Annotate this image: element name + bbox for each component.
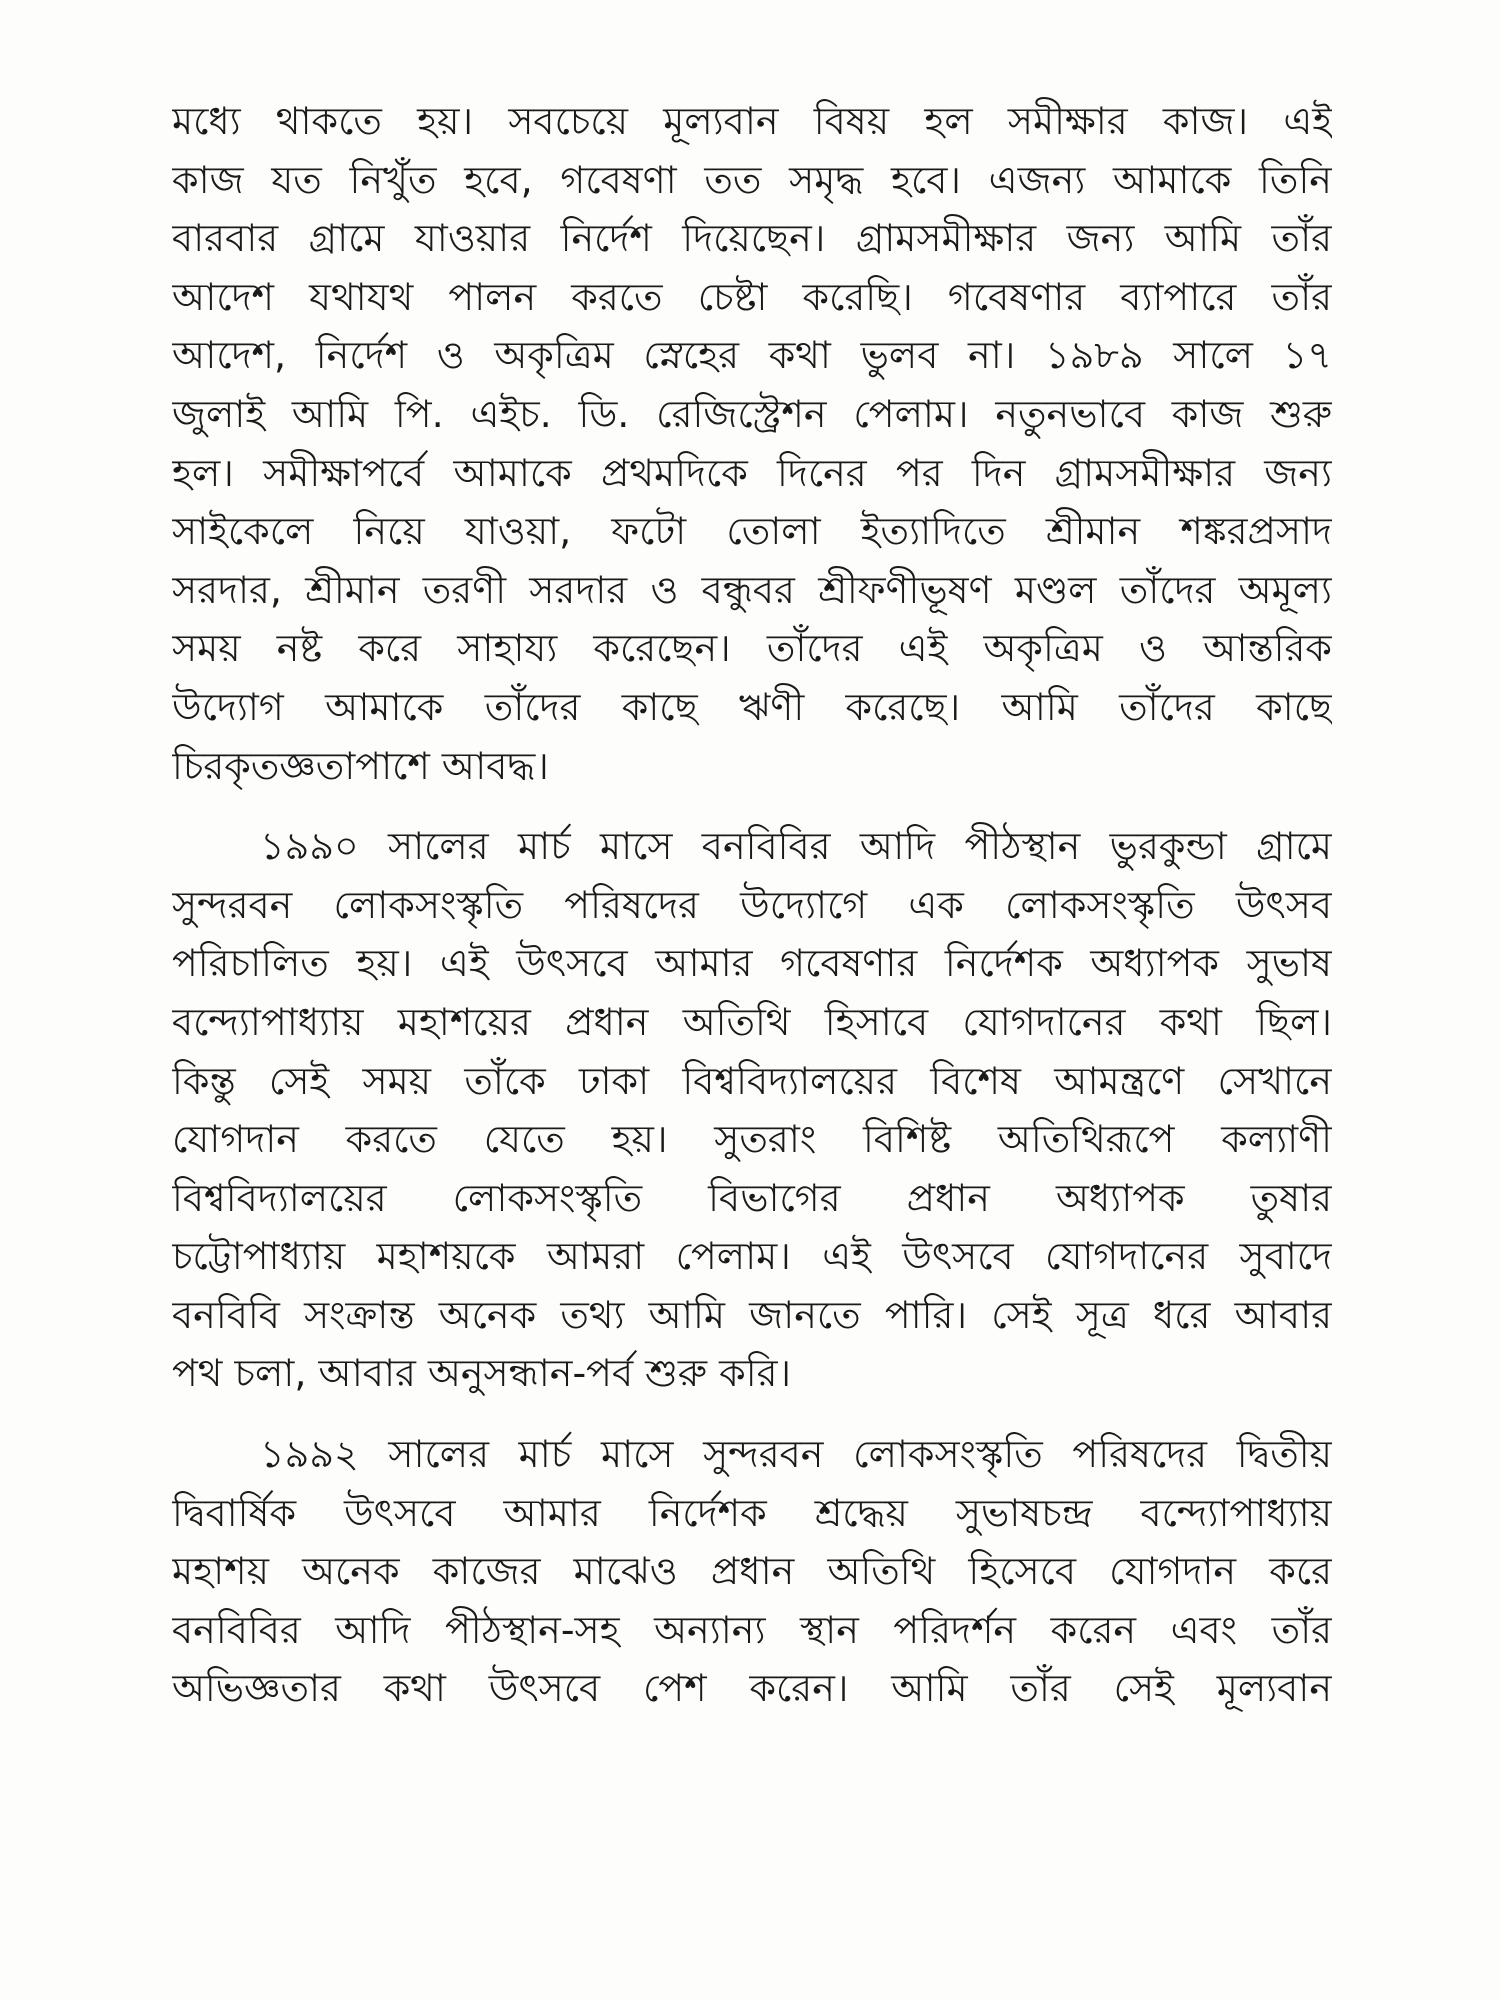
text-line: সাইকেলে নিয়ে যাওয়া, ফটো তোলা ইত্যাদিতে শ্রীমান শঙ্করপ্রসাদ: [172, 509, 1332, 554]
text-line: বারবার গ্রামে যাওয়ার নির্দেশ দিয়েছেন। গ্রামসমীক্ষার জন্য আমি তাঁর: [172, 216, 1332, 261]
text-line: বন্দ্যোপাধ্যায় মহাশয়ের প্রধান অতিথি হিসাবে যোগদানের কথা ছিল।: [172, 999, 1332, 1044]
text-line: বনবিবি সংক্রান্ত অনেক তথ্য আমি জানতে পারি। সেই সূত্র ধরে আবার: [172, 1292, 1332, 1337]
text-line: পরিচালিত হয়। এই উৎসবে আমার গবেষণার নির্দেশক অধ্যাপক সুভাষ: [172, 941, 1332, 986]
text-line: যোগদান করতে যেতে হয়। সুতরাং বিশিষ্ট অতিথিরূপে কল্যাণী: [172, 1117, 1332, 1162]
text-line: উদ্যোগ আমাকে তাঁদের কাছে ঋণী করেছে। আমি তাঁদের কাছে: [172, 684, 1332, 729]
text-line: সুন্দরবন লোকসংস্কৃতি পরিষদের উদ্যোগে এক লোকসংস্কৃতি উৎসব: [172, 882, 1332, 927]
text-line: মধ্যে থাকতে হয়। সবচেয়ে মূল্যবান বিষয় হল সমীক্ষার কাজ। এই: [172, 99, 1332, 143]
text-line: সময় নষ্ট করে সাহায্য করেছেন। তাঁদের এই অকৃত্রিম ও আন্তরিক: [172, 626, 1332, 671]
text-line: ১৯৯০ সালের মার্চ মাসে বনবিবির আদি পীঠস্থান ভুরকুন্ডা গ্রামে: [260, 824, 1332, 869]
body-text: [172, 92, 1332, 1718]
paragraph-3: [172, 1425, 1332, 1718]
text-line: হল। সমীক্ষাপর্বে আমাকে প্রথমদিকে দিনের পর দিন গ্রামসমীক্ষার জন্য: [172, 450, 1332, 495]
text-line: ১৯৯২ সালের মার্চ মাসে সুন্দরবন লোকসংস্কৃতি পরিষদের দ্বিতীয়: [260, 1432, 1332, 1477]
text-line: চিরকৃতজ্ঞতাপাশে আবদ্ধ।: [172, 743, 549, 788]
paragraph-1: [172, 92, 1332, 795]
text-line: আদেশ যথাযথ পালন করতে চেষ্টা করেছি। গবেষণার ব্যাপারে তাঁর: [172, 274, 1332, 319]
text-line: কিন্তু সেই সময় তাঁকে ঢাকা বিশ্ববিদ্যালয়ের বিশেষ আমন্ত্রণে সেখানে: [172, 1058, 1332, 1103]
text-line: অভিজ্ঞতার কথা উৎসবে পেশ করেন। আমি তাঁর সেই মূল্যবান: [172, 1666, 1332, 1711]
text-line: আদেশ, নির্দেশ ও অকৃত্রিম স্নেহের কথা ভুলব না। ১৯৮৯ সালে ১৭: [172, 333, 1332, 378]
text-line: দ্বিবার্ষিক উৎসবে আমার নির্দেশক শ্রদ্ধেয় সুভাষচন্দ্র বন্দ্যোপাধ্যায়: [172, 1490, 1332, 1535]
text-line: বিশ্ববিদ্যালয়ের লোকসংস্কৃতি বিভাগের প্রধান অধ্যাপক তুষার: [172, 1175, 1332, 1220]
text-line: কাজ যত নিখুঁত হবে, গবেষণা তত সমৃদ্ধ হবে। এজন্য আমাকে তিনি: [172, 157, 1332, 202]
text-line: সরদার, শ্রীমান তরণী সরদার ও বন্ধুবর শ্রীফণীভূষণ মণ্ডল তাঁদের অমূল্য: [172, 567, 1332, 612]
text-line: বনবিবির আদি পীঠস্থান-সহ অন্যান্য স্থান পরিদর্শন করেন এবং তাঁর: [172, 1607, 1332, 1652]
text-line: পথ চলা, আবার অনুসন্ধান-পর্ব শুরু করি।: [172, 1351, 792, 1396]
text-line: মহাশয় অনেক কাজের মাঝেও প্রধান অতিথি হিসেবে যোগদান করে: [172, 1549, 1332, 1594]
text-line: চট্টোপাধ্যায় মহাশয়কে আমরা পেলাম। এই উৎসবে যোগদানের সুবাদে: [172, 1234, 1332, 1279]
paragraph-2: [172, 817, 1332, 1403]
text-line: জুলাই আমি পি. এইচ. ডি. রেজিস্ট্রেশন পেলাম। নতুনভাবে কাজ শুরু: [172, 391, 1332, 436]
